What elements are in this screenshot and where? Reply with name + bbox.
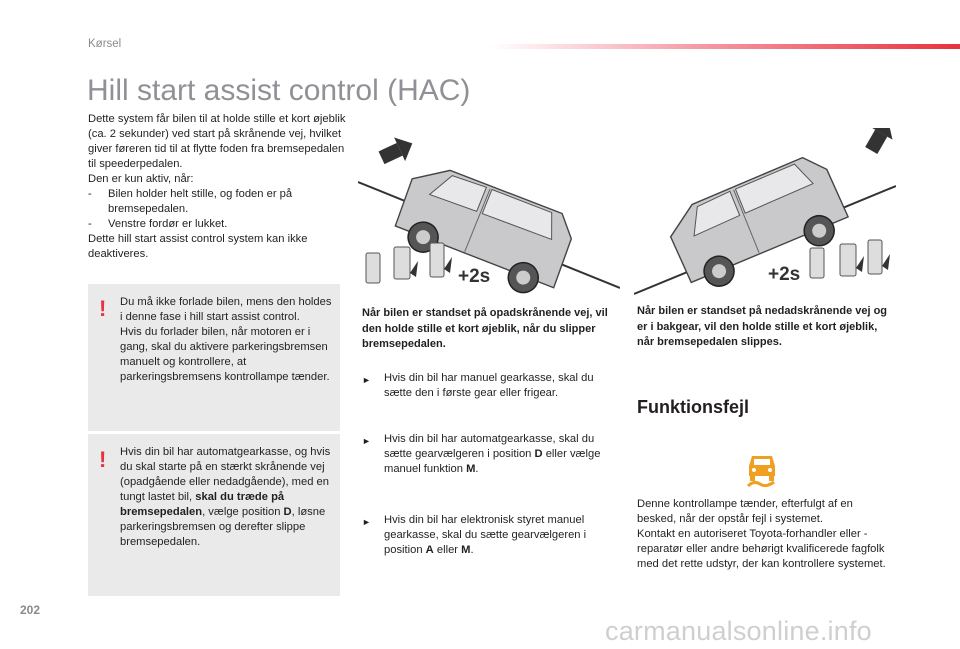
arrow-right-icon: ►: [362, 517, 371, 527]
warning-note: [88, 431, 340, 596]
arrow-right-icon: ►: [362, 375, 371, 385]
warning-note-text: Hvis din bil har automatgearkasse, og hvis du skal starte på en stærkt skrånende vej (opadgående eller nedadgående), med en tungt lastet bil, skal du træde på bremsepedalen, vælge position D, løsne parkeringsbremsen og derefter slippe bremsepedalen.: [120, 446, 331, 548]
intro-paragraph: Dette system får bilen til at holde stille et kort øjeblik (ca. 2 sekunder) ved start på skrånende vej, hvilket giver føreren tid til at flytte foden fra bremsepedalen til speederpedalen.: [88, 113, 346, 170]
list-item: [362, 432, 612, 477]
malfunction-text: Denne kontrollampe tænder, efterfulgt af en besked, når der opstår fejl i systemet. Kontakt en autoriseret Toyota-forhandler eller -reparatør eller andre behørigt kvalificerede fagfolk med det rette udstyr, der kan kontrollere systemet.: [637, 498, 886, 570]
page-number: 202: [20, 603, 41, 617]
list-item-text: Bilen holder helt stille, og foden er på bremsepedalen.: [108, 188, 293, 215]
page-title: Hill start assist control (HAC): [87, 74, 471, 107]
list-item-text: Hvis din bil har elektronisk styret manuel gearkasse, skal du sætte gearvælgeren i position A eller M.: [384, 514, 587, 556]
downhill-illustration: [634, 128, 896, 296]
motion-arrow-icon: [860, 128, 896, 157]
section-label: Kørsel: [88, 38, 122, 50]
header-accent-bar: [490, 44, 960, 49]
warning-note: [88, 284, 340, 431]
arrow-right-icon: ►: [362, 436, 371, 446]
list-item: [362, 513, 612, 558]
motion-arrow-icon: [376, 132, 418, 170]
uphill-caption: Når bilen er standset på opadskrånende vej, vil den holde stille et kort øjeblik, når du slipper bremsepedalen.: [362, 307, 608, 350]
timer-label: +2s: [458, 266, 491, 287]
list-item: - Bilen holder helt stille, og foden er på bremsepedalen.: [88, 187, 350, 217]
list-item: [362, 371, 612, 401]
list-item-text: Venstre fordør er lukket.: [108, 218, 228, 230]
list-item-text: Hvis din bil har automatgearkasse, skal du sætte gearvælgeren i position D eller vælge manuel funktion M.: [384, 433, 601, 475]
warning-note-text: Du må ikke forlade bilen, mens den holdes i denne fase i hill start assist control. Hvis du forlader bilen, når motoren er i gang, skal du aktivere parkeringsbremsen manuelt og kontrollere, at parkeringsbremsens kontrollampe tænder.: [120, 296, 332, 383]
watermark: carmanualsonline.info: [605, 616, 872, 646]
downhill-caption: Når bilen er standset på nedadskrånende vej og er i bakgear, vil den holde stille et kort øjeblik, når bremsepedalen slippes.: [637, 305, 888, 348]
intro-paragraph: Dette hill start assist control system kan ikke deaktiveres.: [88, 233, 308, 260]
list-item-text: Hvis din bil har manuel gearkasse, skal du sætte den i første gear eller frigear.: [384, 372, 594, 399]
hill-assist-warning-lamp-icon: [744, 450, 780, 488]
intro-text: [88, 112, 350, 262]
warning-icon: !: [99, 296, 107, 321]
uphill-illustration: [358, 128, 620, 296]
timer-label: +2s: [768, 264, 801, 285]
list-item: - Venstre fordør er lukket.: [88, 218, 228, 230]
warning-icon: !: [99, 447, 107, 472]
malfunction-heading: Funktionsfejl: [637, 397, 749, 417]
intro-paragraph: Den er kun aktiv, når:: [88, 173, 194, 185]
